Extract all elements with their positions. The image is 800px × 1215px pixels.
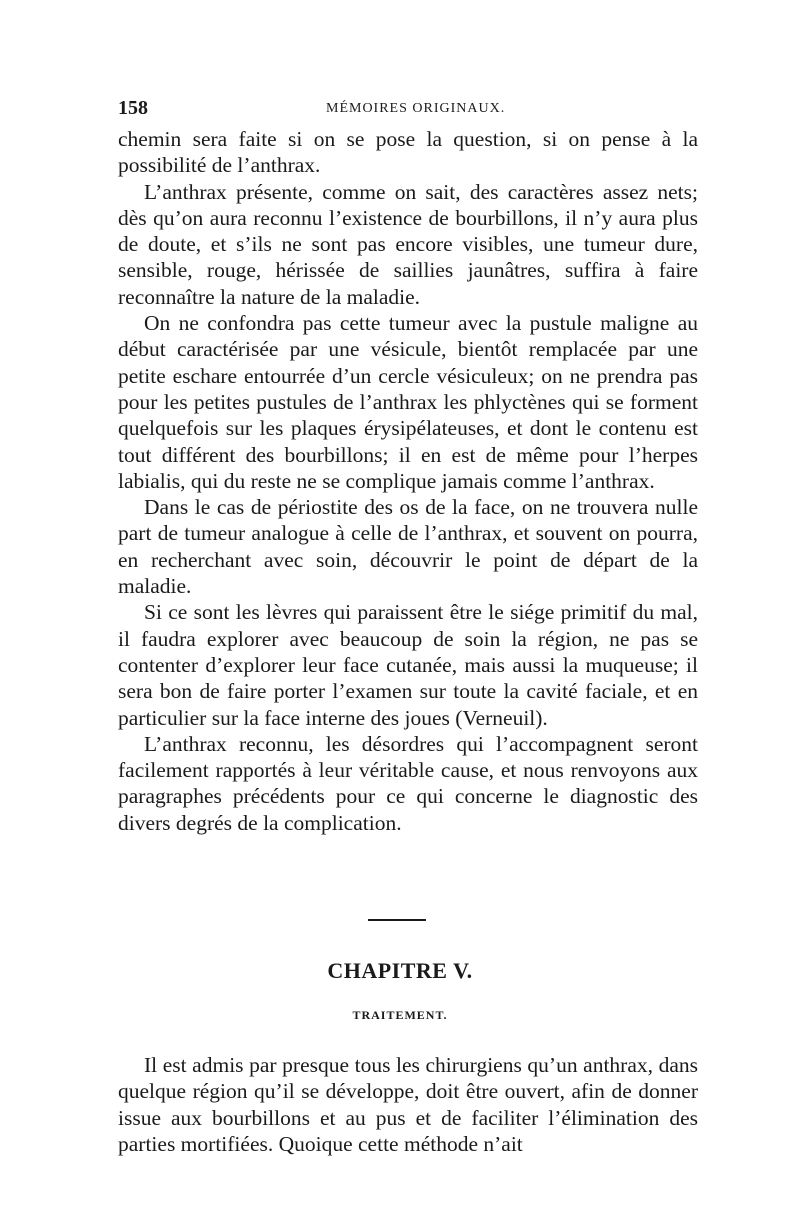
body-text-continued <box>118 1052 698 1157</box>
section-divider <box>368 919 426 921</box>
paragraph: Si ce sont les lèvres qui paraissent être le siége primitif du mal, il faudra explorer avec beaucoup de soin la région, ne pas se contenter d’explorer leur face cutanée, mais aussi la muqueuse; il sera bon de faire porter l’examen sur toute la cavité faciale, et en particulier sur la face interne des joues (Verneuil). <box>118 600 698 730</box>
page-header <box>118 97 700 121</box>
paragraph: Il est admis par presque tous les chirurgiens qu’un anthrax, dans quelque région qu’il se développe, doit être ouvert, afin de donner issue aux bourbillons et au pus et de faciliter l’élimination des parties mortifiées. Quoique cette méthode n’ait <box>118 1053 698 1156</box>
page-number: 158 <box>118 97 148 119</box>
running-head: MÉMOIRES ORIGINAUX. <box>326 101 506 116</box>
paragraph: L’anthrax présente, comme on sait, des caractères assez nets; dès qu’on aura reconnu l’existence de bourbillons, il n’y aura plus de doute, et s’ils ne sont pas encore visibles, une tumeur dure, sensible, rouge, hérissée de saillies jaunâtres, suffira à faire reconnaître la nature de la maladie. <box>118 179 698 309</box>
section-title: TRAITEMENT. <box>352 1008 448 1022</box>
paragraph: Dans le cas de périostite des os de la face, on ne trouvera nulle part de tumeur analogue à celle de l’anthrax, et souvent on pourra, en recherchant avec soin, découvrir le point de départ de la maladie. <box>118 495 698 599</box>
chapter-title: CHAPITRE V. <box>327 958 473 983</box>
body-text <box>118 126 698 836</box>
paragraph: chemin sera faite si on se pose la question, si on pense à la possibilité de l’anthrax. <box>118 127 698 178</box>
paragraph: L’anthrax reconnu, les désordres qui l’accompagnent seront facilement rapportés à leur véritable cause, et nous renvoyons aux paragraphes précédents pour ce qui concerne le diagnostic des divers degrés de la complication. <box>118 731 698 835</box>
paragraph: On ne confondra pas cette tumeur avec la pustule maligne au début caractérisée par une vésicule, bientôt remplacée par une petite eschare entourrée d’un cercle vésiculeux; on ne prendra pas pour les petites pustules de l’anthrax les phlyctènes qui se forment quelquefois sur les plaques érysipélateuses, et dont le contenu est tout différent des bourbillons; il en est de même pour l’herpes labialis, qui du reste ne se complique jamais comme l’anthrax. <box>118 311 698 493</box>
